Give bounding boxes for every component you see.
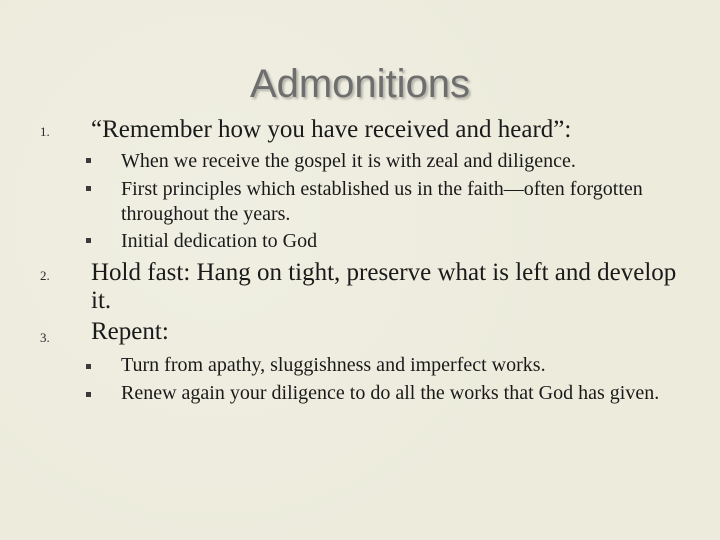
subitem-3-2: Renew again your diligence to do all the works that God has given. [121,382,660,404]
item-text-1: “Remember how you have received and heard”: [91,116,572,143]
bullet-icon [86,238,91,243]
bullet-icon [86,392,91,397]
bullet-icon [86,158,91,163]
item-number-1: 1. [40,124,50,139]
subitem-1-1: When we receive the gospel it is with zeal and diligence. [121,150,576,172]
item-number-3: 3. [40,330,50,345]
subitem-1-2: First principles which established us in the faith—often forgotten throughout the years. [121,178,643,225]
slide-title: Admonitions [249,62,471,106]
bullet-icon [86,364,91,369]
bullet-icon [86,186,91,191]
subitem-1-3: Initial dedication to God [121,230,318,252]
item-text-3: Repent: [91,318,169,345]
item-text-2: Hold fast: Hang on tight, preserve what is left and develop it. [91,259,677,314]
item-number-2: 2. [40,268,50,283]
subitem-3-1: Turn from apathy, sluggishness and imperfect works. [121,354,546,376]
